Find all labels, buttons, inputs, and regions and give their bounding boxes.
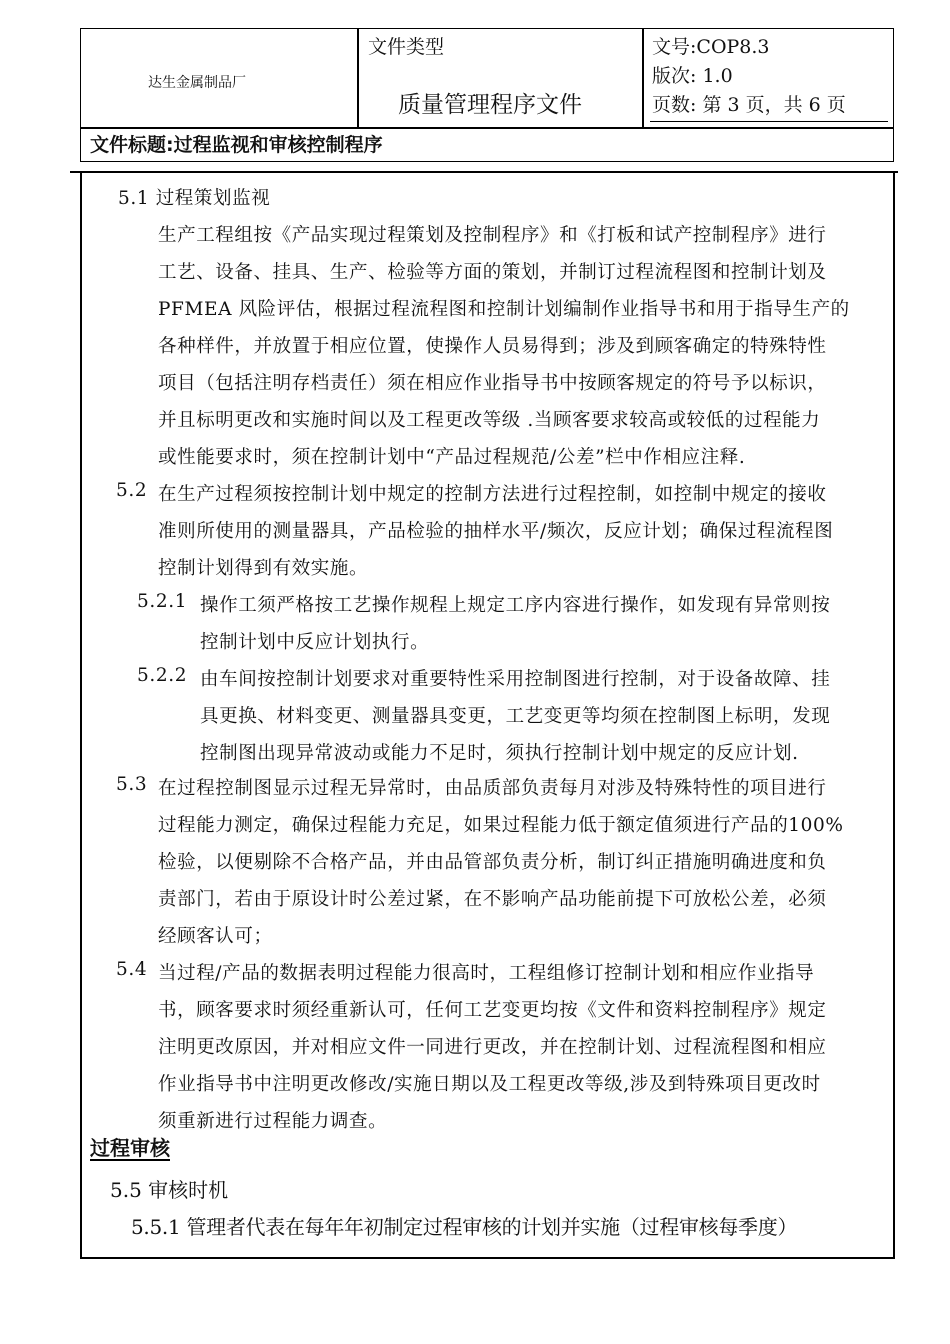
section-5-1-line: PFMEA 风险评估，根据过程流程图和控制计划编制作业指导书和用于指导生产的 [158, 299, 850, 320]
header-divider-1 [357, 28, 359, 128]
body-top-rule [70, 171, 898, 173]
section-5-1-line: 并且标明更改和实施时间以及工程更改等级 .当顾客要求较高或较低的过程能力 [158, 410, 821, 431]
body-left-border [80, 171, 82, 1259]
doc-pages: 页数: 第 3 页，共 6 页 [652, 94, 846, 116]
body-right-border [893, 171, 895, 1259]
section-5-4-line: 注明更改原因，并对相应文件一同进行更改，并在控制计划、过程流程图和相应 [158, 1037, 827, 1058]
section-5-3-line: 过程能力测定，确保过程能力充足，如果过程能力低于额定值须进行产品的100% [158, 815, 844, 836]
section-5-5-1-line: 5.5.1 管理者代表在每年年初制定过程审核的计划并实施（过程审核每季度） [131, 1215, 798, 1239]
doc-type-label: 文件类型 [368, 36, 445, 58]
section-5-1-line: 各种样件，并放置于相应位置，使操作人员易得到；涉及到顾客确定的特殊特性 [158, 336, 827, 357]
section-5-4-number: 5.4 [116, 959, 148, 980]
section-5-2-2-line: 控制图出现异常波动或能力不足时，须执行控制计划中规定的反应计划. [200, 743, 799, 764]
section-5-2-line: 控制计划得到有效实施。 [158, 558, 369, 579]
section-5-2-2-line: 由车间按控制计划要求对重要特性采用控制图进行控制，对于设备故障、挂 [200, 669, 831, 690]
section-5-2-line: 准则所使用的测量器具，产品检验的抽样水平/频次，反应计划；确保过程流程图 [158, 521, 834, 542]
pages-underline [650, 121, 888, 122]
section-5-1-line: 工艺、设备、挂具、生产、检验等方面的策划，并制订过程流程图和控制计划及 [158, 262, 827, 283]
section-5-2-2-line: 具更换、材料变更、测量器具变更，工艺变更等均须在控制图上标明，发现 [200, 706, 831, 727]
section-5-1-line: 项目（包括注明存档责任）须在相应作业指导书中按顾客规定的符号予以标识， [158, 373, 827, 394]
section-5-3-line: 责部门，若由于原设计时公差过紧，在不影响产品功能前提下可放松公差，必须 [158, 889, 827, 910]
company-name: 达生金属制品厂 [148, 75, 246, 91]
section-5-1-line: 生产工程组按《产品实现过程策划及控制程序》和《打板和试产控制程序》进行 [158, 225, 827, 246]
header-title-divider [80, 127, 894, 129]
section-5-3-line: 经顾客认可； [158, 926, 273, 947]
section-5-2-1-line: 控制计划中反应计划执行。 [200, 632, 430, 653]
section-5-1-line: 或性能要求时，须在控制计划中“产品过程规范/公差”栏中作相应注释. [158, 447, 746, 468]
section-5-1-heading: 5.1 过程策划监视 [118, 188, 271, 209]
header-divider-2 [642, 28, 644, 128]
section-5-4-line: 书，顾客要求时须经重新认可，任何工艺变更均按《文件和资料控制程序》规定 [158, 1000, 827, 1021]
section-5-3-number: 5.3 [116, 774, 148, 795]
section-5-5-heading: 5.5 审核时机 [110, 1178, 229, 1202]
section-5-2-1-line: 操作工须严格按工艺操作规程上规定工序内容进行操作，如发现有异常则按 [200, 595, 831, 616]
section-5-3-line: 检验，以便剔除不合格产品，并由品管部负责分析，制订纠正措施明确进度和负 [158, 852, 827, 873]
section-5-4-line: 作业指导书中注明更改修改/实施日期以及工程更改等级,涉及到特殊项目更改时 [158, 1074, 821, 1095]
audit-heading: 过程审核 [90, 1136, 170, 1160]
section-5-4-line: 当过程/产品的数据表明过程能力很高时，工程组修订控制计划和相应作业指导 [158, 963, 815, 984]
section-5-2-1-number: 5.2.1 [137, 591, 188, 612]
body-bottom-border [80, 1257, 895, 1259]
doc-number: 文号:COP8.3 [652, 36, 770, 58]
section-5-2-line: 在生产过程须按控制计划中规定的控制方法进行过程控制，如控制中规定的接收 [158, 484, 827, 505]
doc-type: 质量管理程序文件 [398, 92, 582, 118]
section-5-4-line: 须重新进行过程能力调查。 [158, 1111, 388, 1132]
doc-version: 版次: 1.0 [652, 65, 733, 87]
section-5-2-2-number: 5.2.2 [137, 665, 188, 686]
doc-title: 文件标题:过程监视和审核控制程序 [90, 134, 383, 156]
section-5-3-line: 在过程控制图显示过程无异常时，由品质部负责每月对涉及特殊特性的项目进行 [158, 778, 827, 799]
section-5-2-number: 5.2 [116, 480, 148, 501]
